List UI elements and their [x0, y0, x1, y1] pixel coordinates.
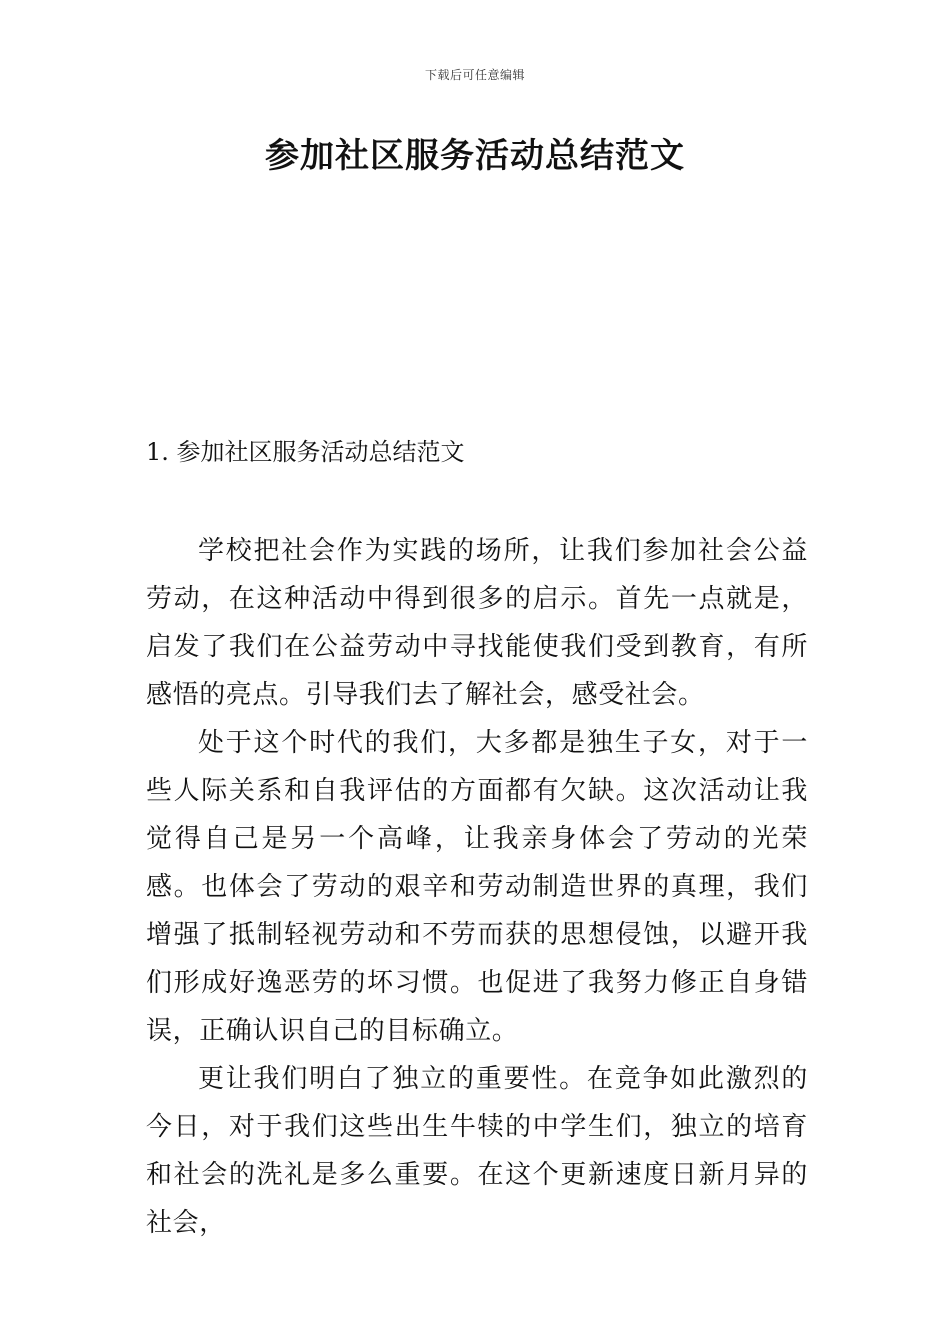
- section-heading: 1. 参加社区服务活动总结范文: [146, 438, 465, 466]
- paragraph: 学校把社会作为实践的场所，让我们参加社会公益劳动，在这种活动中得到很多的启示。首先一点就是，启发了我们在公益劳动中寻找能使我们受到教育，有所感悟的亮点。引导我们去了解社会，感受社会。: [146, 536, 808, 710]
- paragraph: 处于这个时代的我们，大多都是独生子女，对于一些人际关系和自我评估的方面都有欠缺。这次活动让我觉得自己是另一个高峰，让我亲身体会了劳动的光荣感。也体会了劳动的艰辛和劳动制造世界的真理，我们增强了抵制轻视劳动和不劳而获的思想侵蚀，以避开我们形成好逸恶劳的坏习惯。也促进了我努力修正自身错误，正确认识自己的目标确立。: [146, 728, 808, 1046]
- header-note: 下载后可任意编辑: [424, 68, 525, 82]
- body-text: [146, 527, 808, 1247]
- paragraph: 更让我们明白了独立的重要性。在竞争如此激烈的今日，对于我们这些出生牛犊的中学生们，独立的培育和社会的洗礼是多么重要。在这个更新速度日新月异的社会，: [146, 1064, 808, 1238]
- document-title: 参加社区服务活动总结范文: [265, 136, 685, 176]
